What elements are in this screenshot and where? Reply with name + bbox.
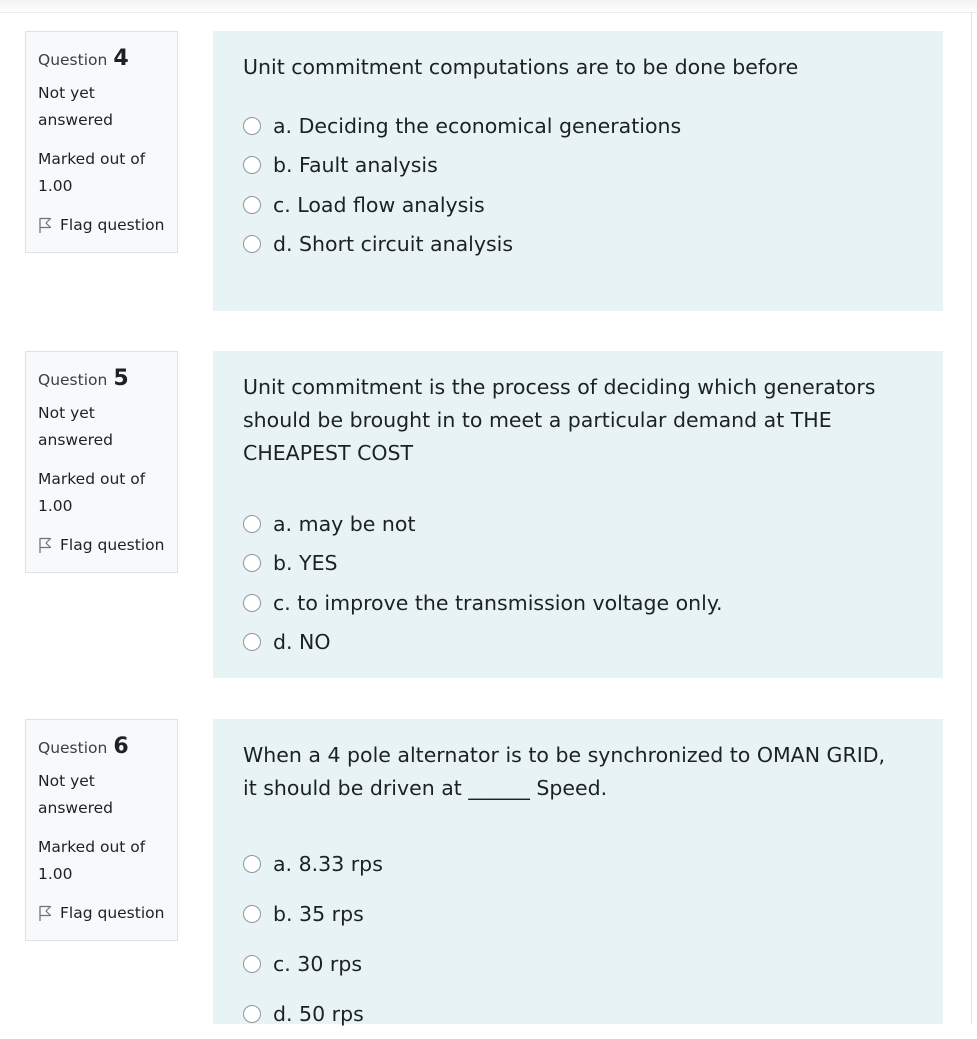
flag-question-button[interactable] xyxy=(38,532,177,558)
question-info xyxy=(25,31,178,253)
question-info xyxy=(25,719,178,941)
radio-button[interactable] xyxy=(243,955,261,973)
answer-label: b. 35 rps xyxy=(273,902,364,926)
question-grade: Marked out of 1.00 xyxy=(38,838,146,883)
answer-options xyxy=(243,106,923,264)
radio-button[interactable] xyxy=(243,855,261,873)
question-text: Unit commitment is the process of deciding which generators should be brought in to meet a particular demand at THE CHEAPEST COST xyxy=(243,375,876,465)
question-number: 5 xyxy=(113,366,129,391)
question-label: Question xyxy=(38,371,108,389)
answer-option-d[interactable] xyxy=(243,225,923,265)
question-content xyxy=(213,719,943,1024)
answer-option-d[interactable] xyxy=(243,989,923,1039)
answer-option-b[interactable] xyxy=(243,146,923,186)
answer-label: d. Short circuit analysis xyxy=(273,232,514,257)
question-number-line xyxy=(38,734,177,764)
radio-button[interactable] xyxy=(243,1005,261,1023)
answer-option-c[interactable] xyxy=(243,583,923,623)
radio-button[interactable] xyxy=(243,117,261,135)
radio-button[interactable] xyxy=(243,594,261,612)
answer-option-a[interactable] xyxy=(243,839,923,889)
answer-label: b. Fault analysis xyxy=(273,153,438,178)
flag-question-label: Flag question xyxy=(60,536,165,554)
top-bar-shadow xyxy=(0,0,977,13)
radio-button[interactable] xyxy=(243,554,261,572)
question-number: 6 xyxy=(113,734,129,759)
question-state: Not yet answered xyxy=(38,84,114,129)
answer-option-a[interactable] xyxy=(243,504,923,544)
answer-label: c. 30 rps xyxy=(273,952,363,976)
answer-label: b. YES xyxy=(273,551,338,576)
question-text: Unit commitment computations are to be done before xyxy=(243,55,799,79)
answer-label: a. 8.33 rps xyxy=(273,852,383,876)
answer-option-d[interactable] xyxy=(243,623,923,663)
answer-label: a. Deciding the economical generations xyxy=(273,113,682,138)
flag-question-label: Flag question xyxy=(60,904,165,922)
answer-option-a[interactable] xyxy=(243,106,923,146)
flag-icon xyxy=(38,217,52,234)
question-grade: Marked out of 1.00 xyxy=(38,150,146,195)
question-label: Question xyxy=(38,51,108,69)
radio-button[interactable] xyxy=(243,235,261,253)
radio-button[interactable] xyxy=(243,196,261,214)
answer-label: d. NO xyxy=(273,630,331,655)
question-state: Not yet answered xyxy=(38,404,114,449)
answer-option-c[interactable] xyxy=(243,939,923,989)
question-label: Question xyxy=(38,739,108,757)
radio-button[interactable] xyxy=(243,633,261,651)
question-state: Not yet answered xyxy=(38,772,114,817)
question-number: 4 xyxy=(113,46,129,71)
flag-icon xyxy=(38,537,52,554)
flag-icon xyxy=(38,905,52,922)
answer-options xyxy=(243,839,923,1039)
radio-button[interactable] xyxy=(243,515,261,533)
answer-label: a. may be not xyxy=(273,511,416,536)
answer-option-b[interactable] xyxy=(243,544,923,584)
flag-question-label: Flag question xyxy=(60,216,165,234)
question-content xyxy=(213,31,943,311)
radio-button[interactable] xyxy=(243,156,261,174)
radio-button[interactable] xyxy=(243,905,261,923)
question-number-line xyxy=(38,46,177,76)
question-number-line xyxy=(38,366,177,396)
answer-label: c. Load flow analysis xyxy=(273,192,485,217)
question-content xyxy=(213,351,943,678)
answer-label: c. to improve the transmission voltage only. xyxy=(273,590,723,615)
flag-question-button[interactable] xyxy=(38,212,177,238)
question-grade: Marked out of 1.00 xyxy=(38,470,146,515)
answer-option-b[interactable] xyxy=(243,889,923,939)
answer-options xyxy=(243,504,923,662)
answer-label: d. 50 rps xyxy=(273,1002,364,1026)
page-right-border xyxy=(971,12,972,1024)
question-info xyxy=(25,351,178,573)
answer-option-c[interactable] xyxy=(243,185,923,225)
flag-question-button[interactable] xyxy=(38,900,177,926)
question-text: When a 4 pole alternator is to be synchronized to OMAN GRID, it should be driven at ______ Speed. xyxy=(243,743,886,800)
